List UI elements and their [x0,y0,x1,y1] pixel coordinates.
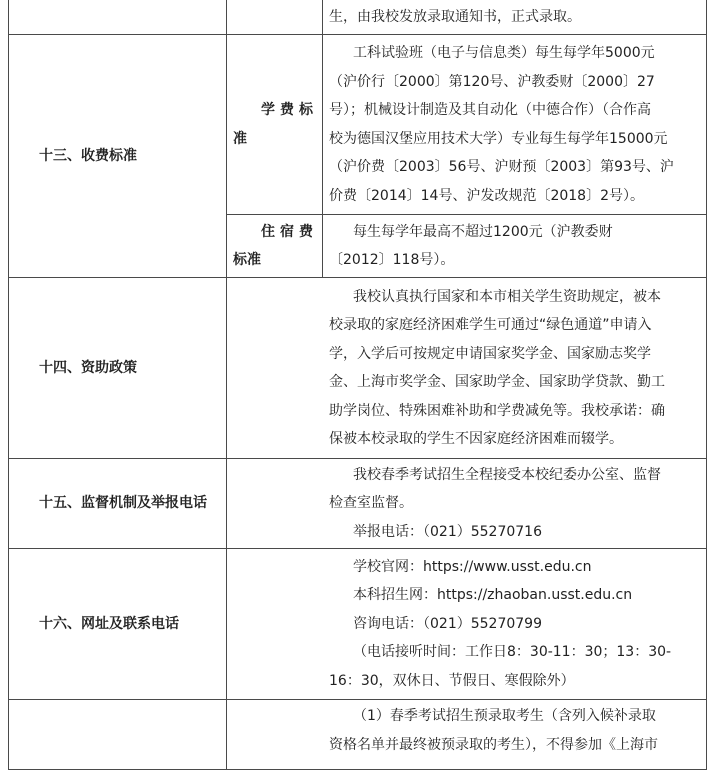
report-phone: 举报电话：（021）55270716 [353,523,542,540]
consult-phone: 咨询电话：（021）55270799 [353,615,542,632]
row-content [227,459,707,549]
table-row [9,700,707,770]
table-row [9,278,707,459]
sub-label-line: 住宿费 [261,223,318,240]
content-line: 工科试验班（电子与信息类）每生每学年5000元 [353,45,655,61]
content-line: 检查室监督。 [329,495,413,512]
content-line: （电话接听时间：工作日8：30-11：30；13：30- [353,644,672,661]
content-line: 我校认真执行国家和本市相关学生资助规定，被本 [353,288,661,305]
content-line: 号）；机械设计制造及其自动化（中德合作）（合作高 [329,102,651,118]
row-content [227,700,707,770]
content-line: 金、上海市奖学金、国家助学金、国家助学贷款、勤工 [329,374,665,390]
content-line: 校为德国汉堡应用技术大学）专业每生每学年15000元 [329,130,668,147]
row-label: 十四、资助政策 [9,278,227,459]
content-line: 生，由我校发放录取通知书，正式录取。 [329,8,581,25]
content-line: （沪价费〔2003〕56号、沪财预〔2003〕第93号、沪 [329,159,674,175]
table-row [9,0,707,35]
table-row [9,459,707,549]
content-line: 资格名单并最终被预录取的考生），不得参加《上海市 [329,736,658,753]
content-line: 保被本校录取的学生不因家庭经济困难而辍学。 [329,431,623,447]
content-line: 16：30，双休日、节假日、寒假除外） [329,672,575,689]
sub-label-line: 准 [233,130,247,147]
content-line: （沪价行〔2000〕第120号、沪教委财〔2000〕27 [329,73,655,90]
content-line: 价费〔2014〕14号、沪发改规范〔2018〕2号）。 [329,187,644,204]
table-row [9,549,707,700]
sub-label-line: 学费标 [261,102,318,118]
content-line: 学，入学后可按规定申请国家奖学金、国家励志奖学 [329,345,651,362]
sub-label-line: 标准 [233,252,261,268]
row-label-empty [9,0,227,35]
content-line: 每生每学年最高不超过1200元（沪教委财 [353,223,613,240]
sub-label [227,215,323,278]
content-line: （1）春季考试招生预录取考生（含列入候补录取 [353,708,656,724]
admission-info-table [8,0,707,770]
row-label: 十六、网址及联系电话 [9,549,227,700]
row-content [323,0,707,35]
row-label: 十三、收费标准 [9,35,227,278]
content-line: 〔2012〕118号）。 [329,252,455,268]
row-content [227,549,707,700]
admissions-website: 本科招生网：https://zhaoban.usst.edu.cn [353,587,633,604]
content-line: 校录取的家庭经济困难学生可通过“绿色通道”申请入 [329,317,652,333]
table-row [9,35,707,215]
row-content [227,278,707,459]
row-content [323,215,707,278]
content-line: 我校春季考试招生全程接受本校纪委办公室、监督 [353,466,661,483]
school-website: 学校官网：https://www.usst.edu.cn [353,558,592,575]
row-label: 十五、监督机制及举报电话 [9,459,227,549]
row-label-empty [9,700,227,770]
row-content [323,35,707,215]
sub-label-empty [227,0,323,35]
sub-label [227,35,323,215]
content-line: 助学岗位、特殊困难补助和学费减免等。我校承诺：确 [329,402,665,419]
